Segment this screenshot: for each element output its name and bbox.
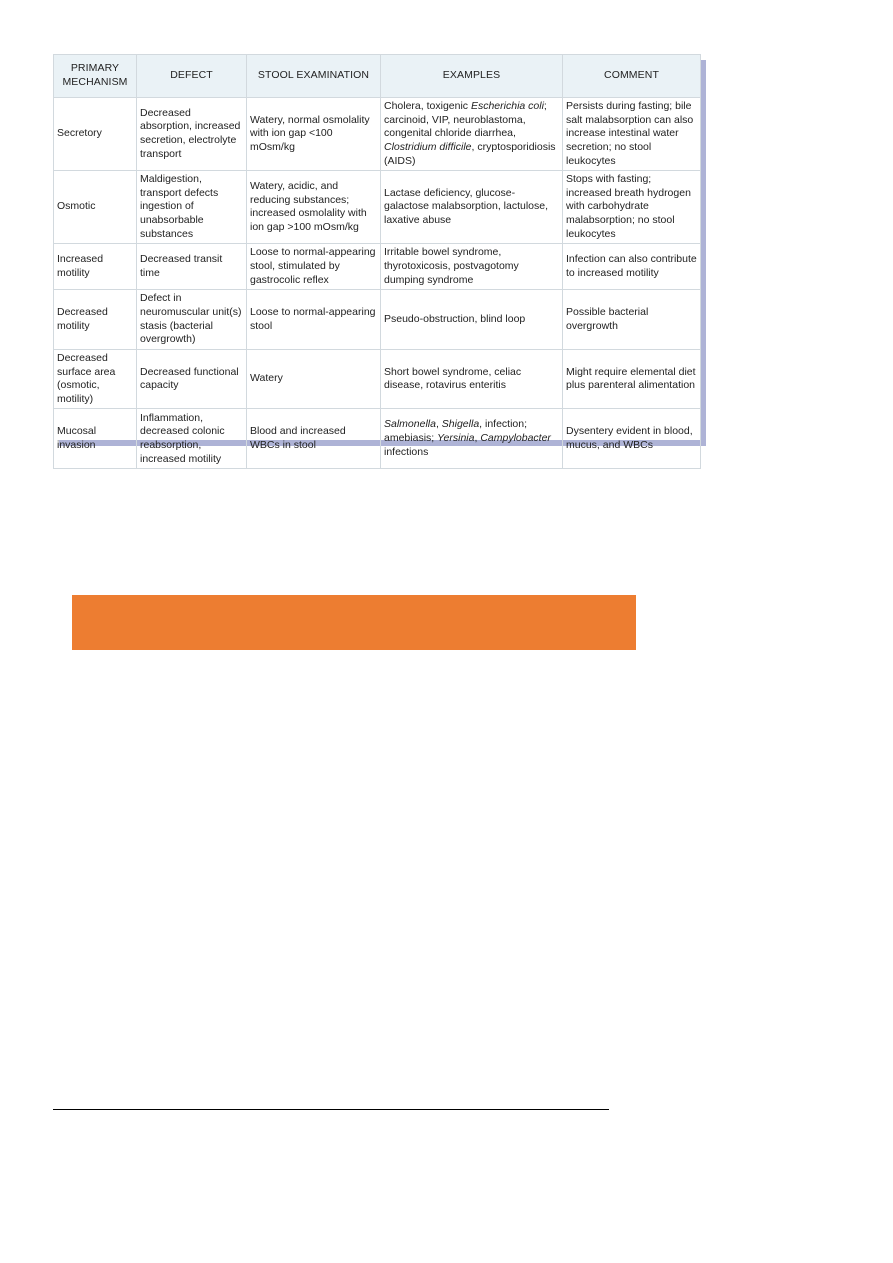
cell-comment: Stops with fasting; increased breath hydrogen with carbohydrate malabsorption; no stool leukocytes xyxy=(563,171,701,244)
cell-examples: Cholera, toxigenic Escherichia coli; carcinoid, VIP, neuroblastoma, congenital chloride diarrhea, Clostridium difficile, cryptosporidiosis (AIDS) xyxy=(381,98,563,171)
cell-defect: Decreased functional capacity xyxy=(137,349,247,409)
cell-defect: Inflammation, decreased colonic reabsorption, increased motility xyxy=(137,409,247,469)
cell-mechanism: Decreased motility xyxy=(54,290,137,350)
footnote-separator xyxy=(53,1109,609,1110)
table-row xyxy=(54,171,701,244)
cell-comment: Dysentery evident in blood, mucus, and WBCs xyxy=(563,409,701,469)
cell-mechanism: Osmotic xyxy=(54,171,137,244)
cell-defect: Decreased absorption, increased secretion, electrolyte transport xyxy=(137,98,247,171)
cell-stool: Loose to normal-appearing stool, stimulated by gastrocolic reflex xyxy=(247,244,381,290)
cell-defect: Maldigestion, transport defects ingestion of unabsorbable substances xyxy=(137,171,247,244)
header-defect: DEFECT xyxy=(137,55,247,98)
cell-defect: Defect in neuromuscular unit(s) stasis (bacterial overgrowth) xyxy=(137,290,247,350)
table-row xyxy=(54,290,701,350)
cell-stool: Watery, normal osmolality with ion gap <100 mOsm/kg xyxy=(247,98,381,171)
cell-examples: Short bowel syndrome, celiac disease, rotavirus enteritis xyxy=(381,349,563,409)
cell-comment: Infection can also contribute to increased motility xyxy=(563,244,701,290)
header-comment: COMMENT xyxy=(563,55,701,98)
cell-stool: Watery, acidic, and reducing substances; increased osmolality with ion gap >100 mOsm/kg xyxy=(247,171,381,244)
cell-examples: Pseudo-obstruction, blind loop xyxy=(381,290,563,350)
diarrhea-mechanisms-table xyxy=(53,54,701,469)
orange-heading-banner xyxy=(72,595,636,650)
table-row xyxy=(54,349,701,409)
cell-examples: Salmonella, Shigella, infection; amebiasis; Yersinia, Campylobacter infections xyxy=(381,409,563,469)
cell-comment: Persists during fasting; bile salt malabsorption can also increase intestinal water secretion; no stool leukocytes xyxy=(563,98,701,171)
cell-mechanism: Increased motility xyxy=(54,244,137,290)
table-row xyxy=(54,98,701,171)
cell-mechanism: Mucosal invasion xyxy=(54,409,137,469)
cell-comment: Possible bacterial overgrowth xyxy=(563,290,701,350)
cell-mechanism: Secretory xyxy=(54,98,137,171)
table-row xyxy=(54,409,701,469)
cell-stool: Blood and increased WBCs in stool xyxy=(247,409,381,469)
table-row xyxy=(54,244,701,290)
header-stool-examination: STOOL EXAMINATION xyxy=(247,55,381,98)
cell-defect: Decreased transit time xyxy=(137,244,247,290)
diarrhea-mechanisms-table-frame xyxy=(53,54,700,465)
cell-mechanism: Decreased surface area (osmotic, motility) xyxy=(54,349,137,409)
header-primary-mechanism: PRIMARY MECHANISM xyxy=(54,55,137,98)
cell-comment: Might require elemental diet plus parenteral alimentation xyxy=(563,349,701,409)
header-examples: EXAMPLES xyxy=(381,55,563,98)
cell-examples: Irritable bowel syndrome, thyrotoxicosis, postvagotomy dumping syndrome xyxy=(381,244,563,290)
cell-stool: Watery xyxy=(247,349,381,409)
cell-stool: Loose to normal-appearing stool xyxy=(247,290,381,350)
table-header-row xyxy=(54,55,701,98)
cell-examples: Lactase deficiency, glucose-galactose malabsorption, lactulose, laxative abuse xyxy=(381,171,563,244)
